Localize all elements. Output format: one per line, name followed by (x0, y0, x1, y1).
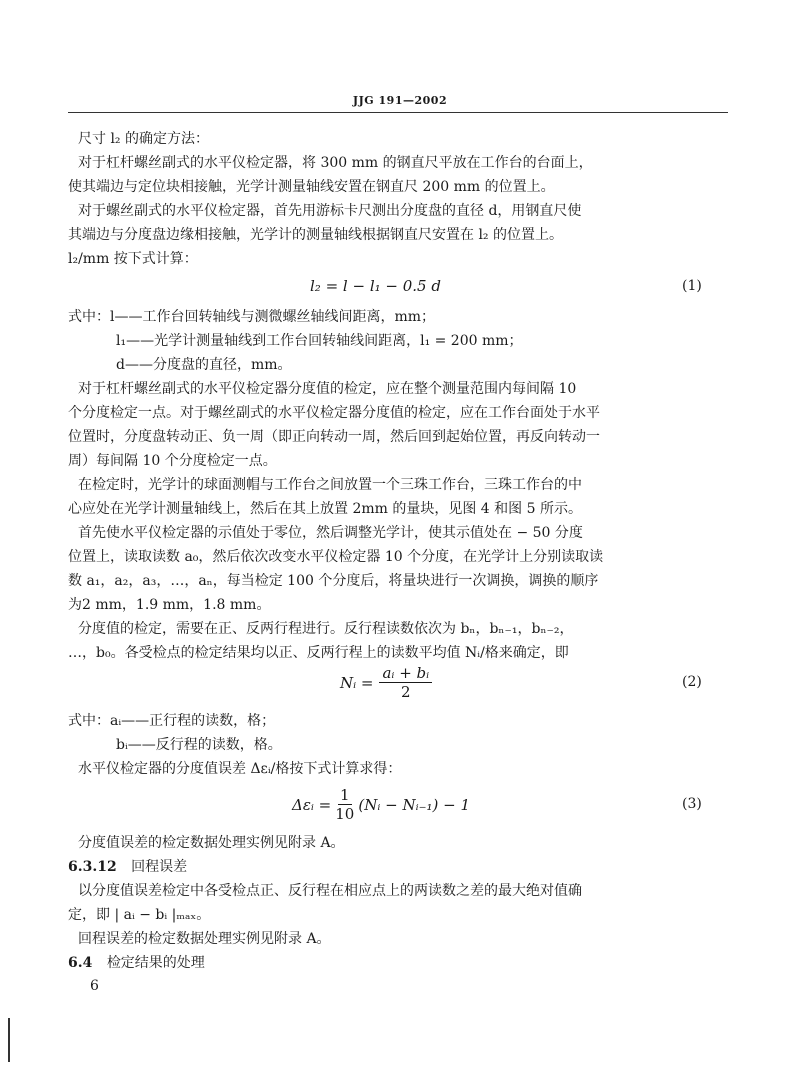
where-line: 式中：aᵢ——正行程的读数，格； (68, 713, 276, 729)
text-line: 心应处在光学计测量轴线上，然后在其上放置 2mm 的量块，见图 4 和图 5 所示。 (68, 501, 582, 517)
text-line: 分度值的检定，需要在正、反两行程进行。反行程读数依次为 bₙ，bₙ₋₁，bₙ₋₂， (78, 621, 574, 637)
scan-edge-line (8, 1018, 10, 1062)
formula-2-numerator: aᵢ + bᵢ (379, 664, 432, 683)
formula-3-lhs: Δεᵢ = (292, 795, 332, 814)
formula-1: l₂ = l − l₁ − 0.5 d (310, 277, 441, 295)
formula-3-rest: (Nᵢ − Nᵢ₋₁) − 1 (358, 795, 471, 814)
section-title: 检定结果的处理 (106, 955, 205, 971)
text-line: 分度值误差的检定数据处理实例见附录 A。 (78, 835, 345, 851)
where-line: d——分度盘的直径，mm。 (116, 357, 292, 373)
text-line: 使其端边与定位块相接触，光学计测量轴线安置在钢直尺 200 mm 的位置上。 (68, 179, 555, 195)
where-line: 式中：l——工作台回转轴线与测微螺丝轴线间距离，mm； (68, 309, 436, 325)
text-line: 对于杠杆螺丝副式的水平仪检定器，将 300 mm 的钢直尺平放在工作台的台面上， (78, 155, 593, 171)
text-line: 其端边与分度盘边缘相接触，光学计的测量轴线根据钢直尺安置在 l₂ 的位置上。 (68, 227, 563, 243)
where-line: l₁——光学计测量轴线到工作台回转轴线间距离，l₁ = 200 mm； (116, 333, 523, 349)
section-number: 6.4 (68, 955, 93, 971)
text-line: 周）每间隔 10 个分度检定一点。 (68, 453, 277, 469)
text-line: 定，即 | aᵢ − bᵢ |ₘₐₓ。 (68, 907, 211, 923)
text-line: 水平仪检定器的分度值误差 Δεᵢ/格按下式计算求得： (78, 761, 402, 777)
text-line: 回程误差的检定数据处理实例见附录 A。 (78, 931, 331, 947)
text-line: 尺寸 l₂ 的确定方法： (78, 131, 209, 147)
where-line: bᵢ——反行程的读数，格。 (116, 737, 282, 753)
section-title: 回程误差 (131, 859, 188, 875)
text-line: 首先使水平仪检定器的示值处于零位，然后调整光学计，使其示值处在 − 50 分度 (78, 525, 583, 541)
text-line: 个分度检定一点。对于螺丝副式的水平仪检定器分度值的检定，应在工作台面处于水平 (68, 405, 600, 421)
text-line: 以分度值误差检定中各受检点正、反行程在相应点上的两读数之差的最大绝对值确 (78, 883, 582, 899)
equation-number-2: (2) (682, 674, 702, 690)
header-rule (68, 112, 728, 113)
text-line: 位置上，读取读数 a₀，然后依次改变水平仪检定器 10 个分度，在光学计上分别读取读 (68, 549, 604, 565)
text-line: …，b₀。各受检点的检定结果均以正、反两行程上的读数平均值 Nᵢ/格来确定，即 (68, 645, 569, 661)
equation-number-3: (3) (682, 796, 702, 812)
section-number: 6.3.12 (68, 859, 117, 875)
formula-2 (340, 664, 432, 701)
formula-3-denominator: 10 (335, 805, 355, 823)
section-heading-6-4 (68, 954, 688, 972)
formula-2-lhs: Nᵢ = (340, 673, 374, 692)
formula-2-denominator: 2 (401, 683, 411, 701)
text-line: 在检定时，光学计的球面测帽与工作台之间放置一个三珠工作台，三珠工作台的中 (78, 477, 582, 493)
equation-number-1: (1) (682, 278, 702, 294)
text-line: 位置时，分度盘转动正、负一周（即正向转动一周，然后回到起始位置，再反向转动一 (68, 429, 600, 445)
text-line: 对于杠杆螺丝副式的水平仪检定器分度值的检定，应在整个测量范围内每间隔 10 (78, 381, 577, 397)
page-header: JJG 191—2002 (352, 94, 448, 107)
text-line: 数 a₁，a₂，a₃，…，aₙ，每当检定 100 个分度后，将量块进行一次调换，调换的顺序 (68, 573, 599, 589)
text-line: 为2 mm，1.9 mm，1.8 mm。 (68, 597, 271, 613)
formula-2-fraction (379, 664, 432, 701)
text-line: 对于螺丝副式的水平仪检定器，首先用游标卡尺测出分度盘的直径 d，用钢直尺使 (78, 203, 582, 219)
formula-3-fraction (335, 786, 354, 823)
text-line: l₂/mm 按下式计算： (68, 251, 198, 267)
formula-3 (292, 786, 470, 823)
section-heading-6-3-12 (68, 858, 688, 876)
formula-3-numerator: 1 (340, 786, 350, 804)
page-number: 6 (90, 978, 99, 994)
